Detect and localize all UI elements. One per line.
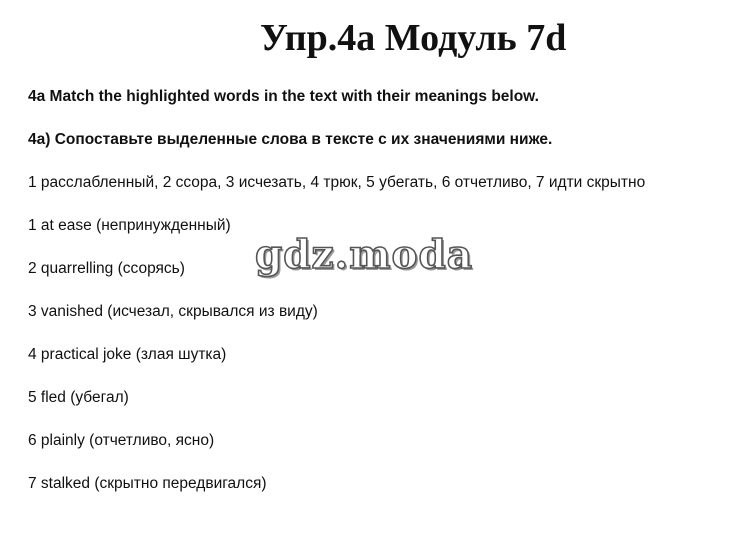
watermark-logo: gdz.moda: [255, 232, 474, 278]
meanings-list: 1 расслабленный, 2 ссора, 3 исчезать, 4 трюк, 5 убегать, 6 отчетливо, 7 идти скрытно: [28, 174, 646, 191]
answer-item-7: 7 stalked (скрытно передвигался): [28, 475, 267, 492]
answer-item-3: 3 vanished (исчезал, скрывался из виду): [28, 303, 318, 320]
answer-item-1: 1 at ease (непринужденный): [28, 217, 231, 234]
answer-item-4: 4 practical joke (злая шутка): [28, 346, 227, 363]
instruction-english: 4a Match the highlighted words in the text with their meanings below.: [28, 88, 539, 105]
instruction-russian: 4а) Сопоставьте выделенные слова в тексте с их значениями ниже.: [28, 131, 553, 148]
exercise-title: Упр.4а Модуль 7d: [260, 17, 567, 59]
answer-item-6: 6 plainly (отчетливо, ясно): [28, 432, 215, 449]
answer-item-2: 2 quarrelling (ссорясь): [28, 260, 185, 277]
answer-item-5: 5 fled (убегал): [28, 389, 129, 406]
